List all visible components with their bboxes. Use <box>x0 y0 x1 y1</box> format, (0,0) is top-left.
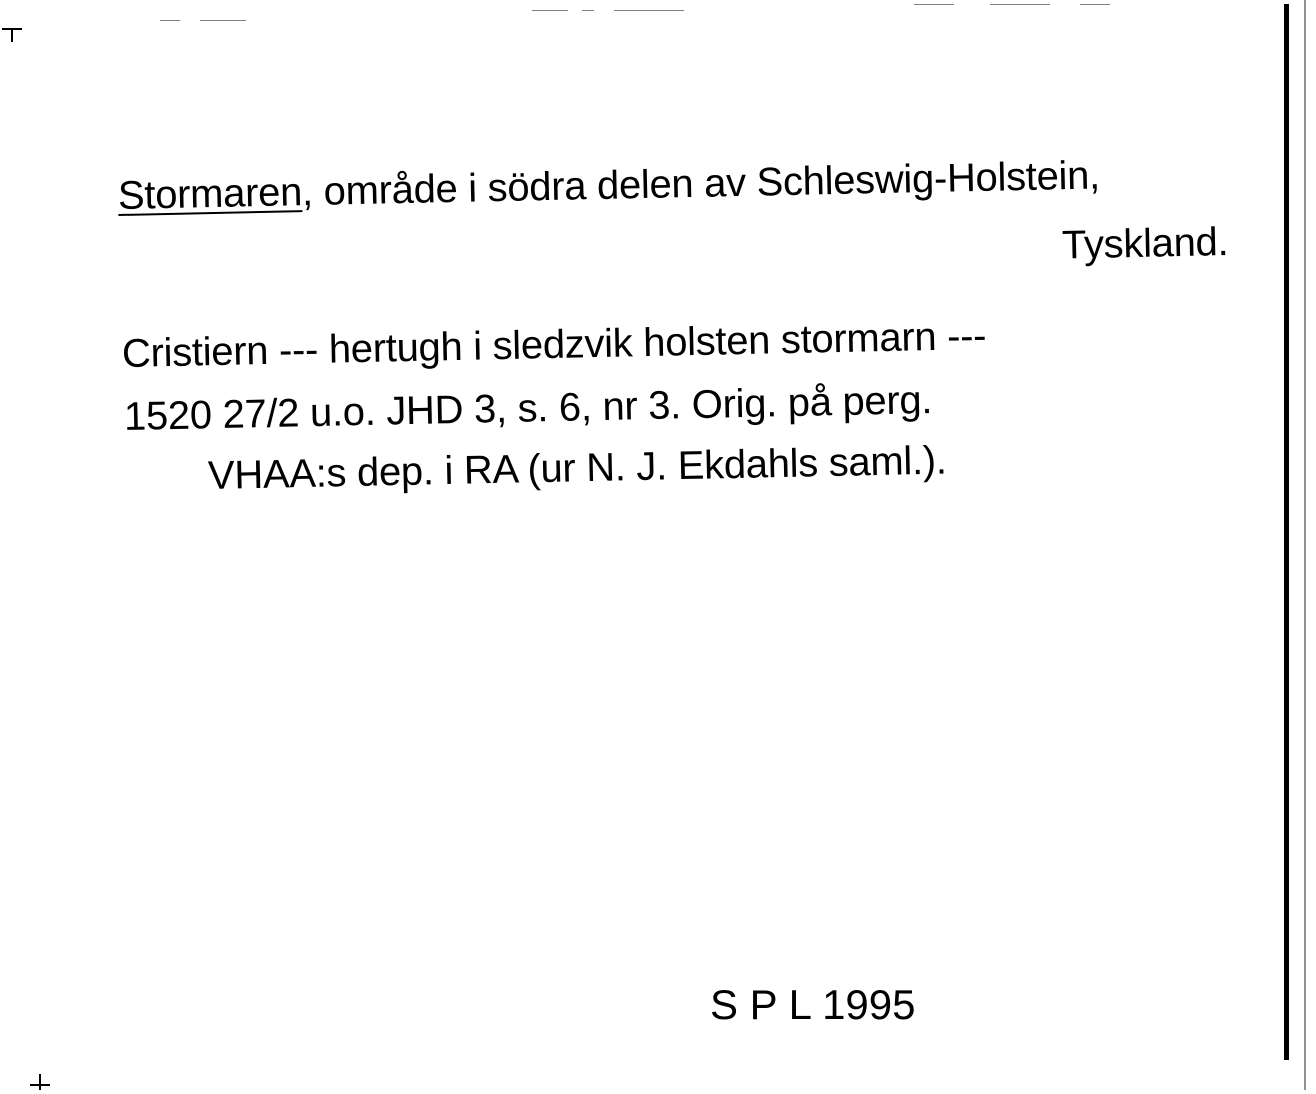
citation-line: Cristiern --- hertugh i sledzvik holsten stormarn --- <box>121 313 987 376</box>
scan-artifact <box>990 4 1050 5</box>
registration-mark <box>2 24 22 44</box>
scan-artifact <box>582 10 594 11</box>
scan-artifact <box>1080 4 1110 5</box>
headword: Stormaren <box>117 170 303 218</box>
definition-line <box>118 155 1101 216</box>
citation-line: 1520 27/2 u.o. JHD 3, s. 6, nr 3. Orig. på perg. <box>123 378 933 439</box>
definition-text: , område i södra delen av Schleswig-Holstein, <box>301 153 1101 215</box>
scan-artifact <box>914 4 954 5</box>
definition-line-continued: Tyskland. <box>1061 220 1229 268</box>
citation-line: VHAA:s dep. i RA (ur N. J. Ekdahls saml.). <box>207 438 948 498</box>
card-edge <box>1284 4 1289 1060</box>
card-edge-shadow <box>1304 0 1306 1090</box>
scan-artifact <box>200 20 246 21</box>
registration-mark <box>30 1074 50 1094</box>
scan-artifact <box>532 10 568 11</box>
signature: S P L 1995 <box>710 981 916 1028</box>
scan-artifact <box>160 20 180 21</box>
scan-artifact <box>614 10 684 11</box>
